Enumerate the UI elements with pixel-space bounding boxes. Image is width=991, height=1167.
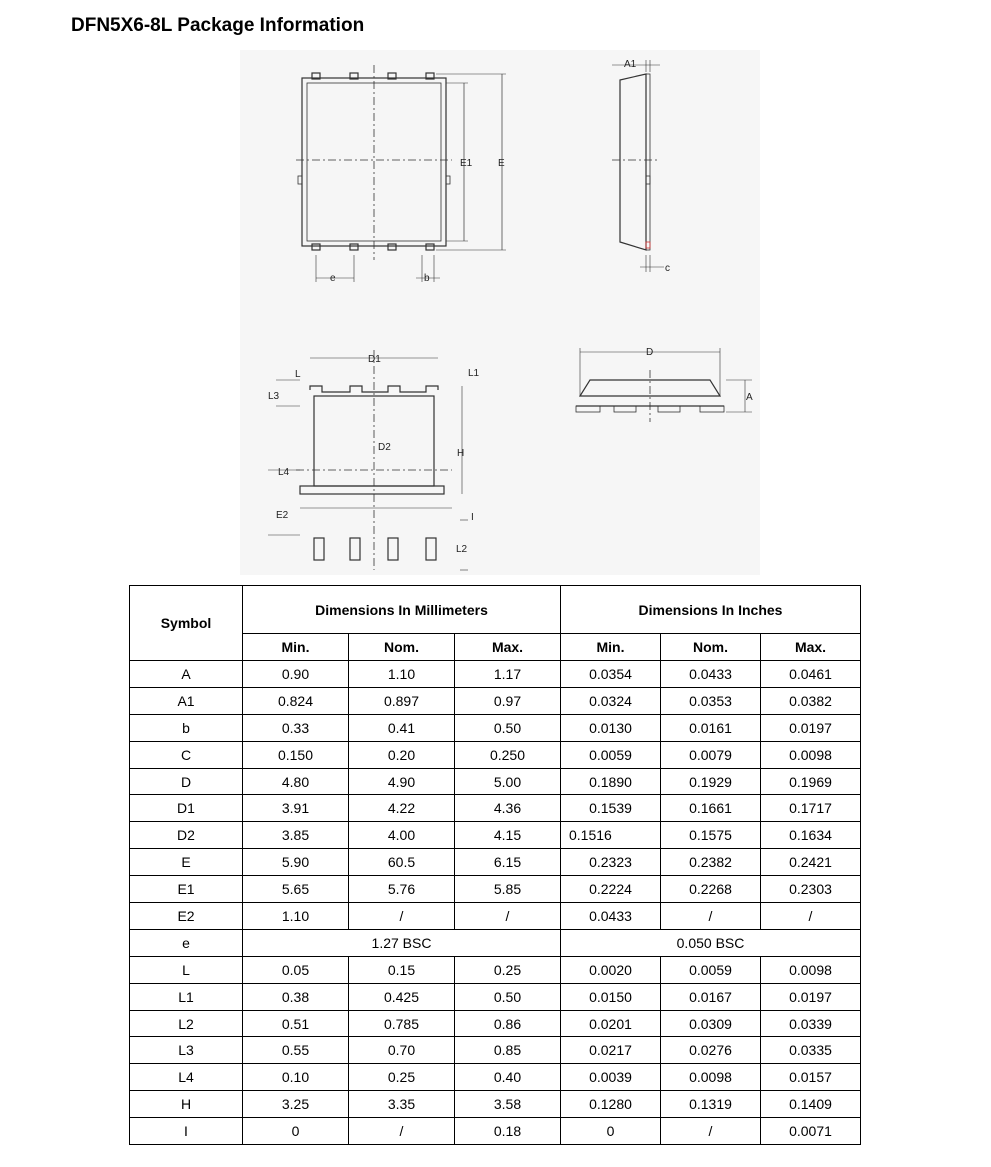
value-cell: 4.80	[243, 768, 349, 795]
value-cell: 3.58	[455, 1091, 561, 1118]
value-cell: 0.897	[349, 687, 455, 714]
value-cell: 0.0059	[561, 741, 661, 768]
table-row	[130, 983, 861, 1010]
value-cell: 4.36	[455, 795, 561, 822]
value-cell: /	[455, 903, 561, 930]
value-cell: 5.00	[455, 768, 561, 795]
value-cell: 0.1280	[561, 1091, 661, 1118]
value-cell: 0.50	[455, 983, 561, 1010]
label-l1: L1	[468, 368, 480, 379]
dimensions-table	[129, 585, 861, 1145]
value-cell: 6.15	[455, 849, 561, 876]
value-cell: 0.0059	[661, 956, 761, 983]
value-cell: 0.0098	[661, 1064, 761, 1091]
symbol-cell: L1	[130, 983, 243, 1010]
table-row	[130, 876, 861, 903]
value-cell: 0.97	[455, 687, 561, 714]
symbol-cell: L4	[130, 1064, 243, 1091]
value-cell: 0.1539	[561, 795, 661, 822]
value-cell: 4.15	[455, 822, 561, 849]
value-cell: 3.35	[349, 1091, 455, 1118]
symbol-cell: H	[130, 1091, 243, 1118]
value-cell: 0.2303	[761, 876, 861, 903]
value-cell: 4.22	[349, 795, 455, 822]
value-cell: 0.86	[455, 1010, 561, 1037]
value-cell: 0.1890	[561, 768, 661, 795]
value-cell: 3.91	[243, 795, 349, 822]
value-cell: 1.27 BSC	[243, 929, 561, 956]
value-cell: 0.0161	[661, 714, 761, 741]
value-cell: 0	[561, 1118, 661, 1145]
value-cell: 3.85	[243, 822, 349, 849]
value-cell: 0.10	[243, 1064, 349, 1091]
value-cell: 0.1929	[661, 768, 761, 795]
value-cell: 0.0020	[561, 956, 661, 983]
value-cell: 0.0130	[561, 714, 661, 741]
table-row	[130, 1037, 861, 1064]
symbol-cell: D	[130, 768, 243, 795]
label-b: b	[424, 273, 430, 284]
symbol-cell: I	[130, 1118, 243, 1145]
value-cell: 0.41	[349, 714, 455, 741]
value-cell: 0.1319	[661, 1091, 761, 1118]
value-cell: /	[761, 903, 861, 930]
in-nom-header: Nom.	[661, 634, 761, 661]
value-cell: 0.15	[349, 956, 455, 983]
symbol-cell: C	[130, 741, 243, 768]
table-row	[130, 1091, 861, 1118]
value-cell: 0.0150	[561, 983, 661, 1010]
value-cell: 0.824	[243, 687, 349, 714]
value-cell: 0.2323	[561, 849, 661, 876]
value-cell: 0.1409	[761, 1091, 861, 1118]
value-cell: 0.70	[349, 1037, 455, 1064]
value-cell: 1.10	[349, 661, 455, 688]
symbol-cell: L	[130, 956, 243, 983]
value-cell: /	[661, 903, 761, 930]
drawing-background	[240, 50, 760, 575]
symbol-cell: D1	[130, 795, 243, 822]
mm-nom-header: Nom.	[349, 634, 455, 661]
table-row	[130, 849, 861, 876]
page-title: DFN5X6-8L Package Information	[71, 15, 365, 36]
value-cell: 0.0079	[661, 741, 761, 768]
value-cell: 0.1661	[661, 795, 761, 822]
value-cell: 0.0309	[661, 1010, 761, 1037]
mm-header: Dimensions In Millimeters	[243, 586, 561, 634]
table-row	[130, 903, 861, 930]
table-row	[130, 1064, 861, 1091]
package-outline-svg	[240, 50, 760, 575]
value-cell: 0.0098	[761, 956, 861, 983]
value-cell: 0.0201	[561, 1010, 661, 1037]
value-cell: 0.0353	[661, 687, 761, 714]
label-d: D	[646, 347, 654, 358]
value-cell: 0.2224	[561, 876, 661, 903]
package-drawing	[240, 50, 760, 575]
value-cell: 5.65	[243, 876, 349, 903]
value-cell: 0.2268	[661, 876, 761, 903]
value-cell: 0.2382	[661, 849, 761, 876]
table-row	[130, 822, 861, 849]
value-cell: 0.1969	[761, 768, 861, 795]
value-cell: 0.0098	[761, 741, 861, 768]
value-cell: 0.50	[455, 714, 561, 741]
label-h: H	[457, 448, 465, 459]
symbol-cell: A	[130, 661, 243, 688]
table-row	[130, 768, 861, 795]
symbol-cell: L3	[130, 1037, 243, 1064]
value-cell: /	[661, 1118, 761, 1145]
symbol-cell: E1	[130, 876, 243, 903]
value-cell: 0.90	[243, 661, 349, 688]
label-e1: E1	[460, 158, 473, 169]
value-cell: 0.2421	[761, 849, 861, 876]
value-cell: 0.0197	[761, 983, 861, 1010]
symbol-cell: E	[130, 849, 243, 876]
value-cell: 0.1575	[661, 822, 761, 849]
table-row	[130, 661, 861, 688]
label-a: A	[746, 392, 753, 403]
value-cell: 0	[243, 1118, 349, 1145]
table-row	[130, 1118, 861, 1145]
symbol-cell: E2	[130, 903, 243, 930]
label-d2: D2	[378, 442, 391, 453]
table-row	[130, 956, 861, 983]
table-row	[130, 1010, 861, 1037]
value-cell: 0.0276	[661, 1037, 761, 1064]
value-cell: 5.85	[455, 876, 561, 903]
value-cell: 0.0382	[761, 687, 861, 714]
value-cell: 0.1516	[561, 822, 661, 849]
value-cell: 0.0324	[561, 687, 661, 714]
value-cell: 0.55	[243, 1037, 349, 1064]
value-cell: 0.0039	[561, 1064, 661, 1091]
label-l3: L3	[268, 391, 280, 402]
value-cell: 0.0354	[561, 661, 661, 688]
table-row	[130, 687, 861, 714]
value-cell: 1.10	[243, 903, 349, 930]
value-cell: /	[349, 903, 455, 930]
in-min-header: Min.	[561, 634, 661, 661]
label-l4: L4	[278, 467, 290, 478]
value-cell: 0.0167	[661, 983, 761, 1010]
value-cell: 0.0433	[561, 903, 661, 930]
value-cell: 0.25	[455, 956, 561, 983]
in-max-header: Max.	[761, 634, 861, 661]
value-cell: 0.85	[455, 1037, 561, 1064]
value-cell: 0.150	[243, 741, 349, 768]
value-cell: 0.0157	[761, 1064, 861, 1091]
label-e: E	[498, 158, 505, 169]
value-cell: 0.1634	[761, 822, 861, 849]
value-cell: 0.0339	[761, 1010, 861, 1037]
value-cell: 60.5	[349, 849, 455, 876]
value-cell: 0.0433	[661, 661, 761, 688]
value-cell: 0.050 BSC	[561, 929, 861, 956]
symbol-header: Symbol	[130, 586, 243, 661]
value-cell: 0.05	[243, 956, 349, 983]
label-d1: D1	[368, 354, 381, 365]
value-cell: 0.1717	[761, 795, 861, 822]
value-cell: 0.38	[243, 983, 349, 1010]
value-cell: 0.425	[349, 983, 455, 1010]
label-e2: E2	[276, 510, 289, 521]
value-cell: 4.00	[349, 822, 455, 849]
value-cell: /	[349, 1118, 455, 1145]
value-cell: 5.76	[349, 876, 455, 903]
label-l2: L2	[456, 544, 468, 555]
value-cell: 0.0071	[761, 1118, 861, 1145]
value-cell: 0.18	[455, 1118, 561, 1145]
value-cell: 0.0217	[561, 1037, 661, 1064]
label-c: c	[665, 263, 670, 274]
value-cell: 0.51	[243, 1010, 349, 1037]
label-l: L	[295, 369, 301, 380]
value-cell: 0.0461	[761, 661, 861, 688]
symbol-cell: D2	[130, 822, 243, 849]
value-cell: 0.0197	[761, 714, 861, 741]
value-cell: 0.0335	[761, 1037, 861, 1064]
label-a1: A1	[624, 59, 637, 70]
symbol-cell: A1	[130, 687, 243, 714]
table-row	[130, 795, 861, 822]
dimensions-table-body	[130, 661, 861, 1145]
symbol-cell: b	[130, 714, 243, 741]
value-cell: 0.33	[243, 714, 349, 741]
value-cell: 0.25	[349, 1064, 455, 1091]
value-cell: 5.90	[243, 849, 349, 876]
value-cell: 0.785	[349, 1010, 455, 1037]
mm-max-header: Max.	[455, 634, 561, 661]
inch-header: Dimensions In Inches	[561, 586, 861, 634]
label-i: I	[471, 512, 474, 523]
mm-min-header: Min.	[243, 634, 349, 661]
table-row	[130, 741, 861, 768]
value-cell: 4.90	[349, 768, 455, 795]
value-cell: 3.25	[243, 1091, 349, 1118]
value-cell: 0.40	[455, 1064, 561, 1091]
table-row	[130, 714, 861, 741]
table-row	[130, 929, 861, 956]
symbol-cell: e	[130, 929, 243, 956]
value-cell: 1.17	[455, 661, 561, 688]
value-cell: 0.20	[349, 741, 455, 768]
label-e-pitch: e	[330, 273, 336, 284]
symbol-cell: L2	[130, 1010, 243, 1037]
value-cell: 0.250	[455, 741, 561, 768]
